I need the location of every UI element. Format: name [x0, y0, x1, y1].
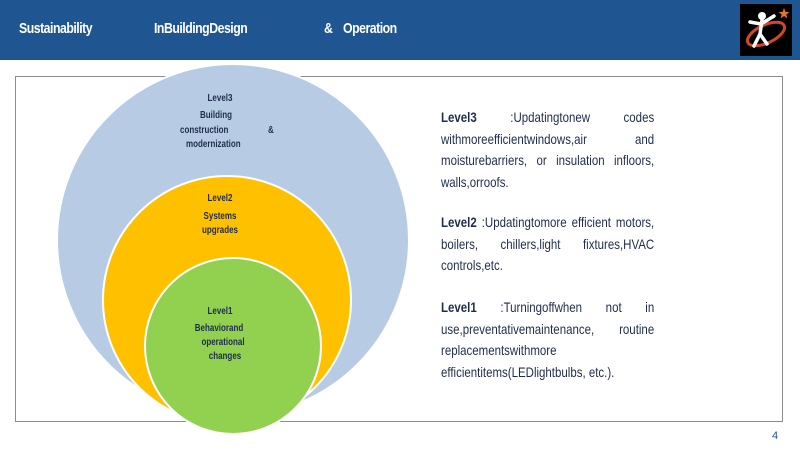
level2-line-1: Systems — [203, 211, 237, 222]
level3-line-2: construction — [180, 125, 229, 136]
level3-line-4: modernization — [186, 139, 241, 150]
level1-line-2: operational — [201, 337, 245, 348]
level1-description — [441, 297, 654, 383]
level2-line-2: upgrades — [201, 225, 238, 236]
title-word-1: Sustainability — [19, 20, 93, 37]
level3-line-3: & — [268, 125, 274, 136]
level2-title: Level2 — [207, 193, 233, 204]
level1-description-label: Level1 — [441, 299, 477, 315]
level3-description — [441, 107, 654, 193]
level1-description-text: :Turningoffwhen not in use,preventativemaintenance, routine replacementswithmore efficientitems(LEDlightbulbs, etc.). — [441, 299, 655, 380]
level1-line-3: changes — [208, 351, 242, 362]
level3-line-1: Building — [200, 110, 232, 121]
level2-description-label: Level2 — [441, 214, 477, 230]
level1-title: Level1 — [207, 306, 233, 317]
level2-description-text: :Updatingtomore efficient motors, boilers, chillers,light fixtures,HVAC controls,etc. — [441, 214, 655, 273]
title-word-3: & — [324, 20, 333, 37]
level3-description-label: Level3 — [441, 109, 477, 125]
title-word-4: Operation — [343, 20, 397, 37]
level2-description — [441, 212, 654, 277]
level3-description-text: :Updatingtonew codes withmoreefficientwindows,air and moisturebarriers, or insulation infloors, walls,orroofs. — [441, 109, 655, 190]
page-number: 4 — [772, 430, 779, 442]
level3-title: Level3 — [207, 93, 233, 104]
level1-line-1: Behaviorand — [194, 323, 244, 334]
title-word-2: InBuildingDesign — [154, 20, 248, 37]
